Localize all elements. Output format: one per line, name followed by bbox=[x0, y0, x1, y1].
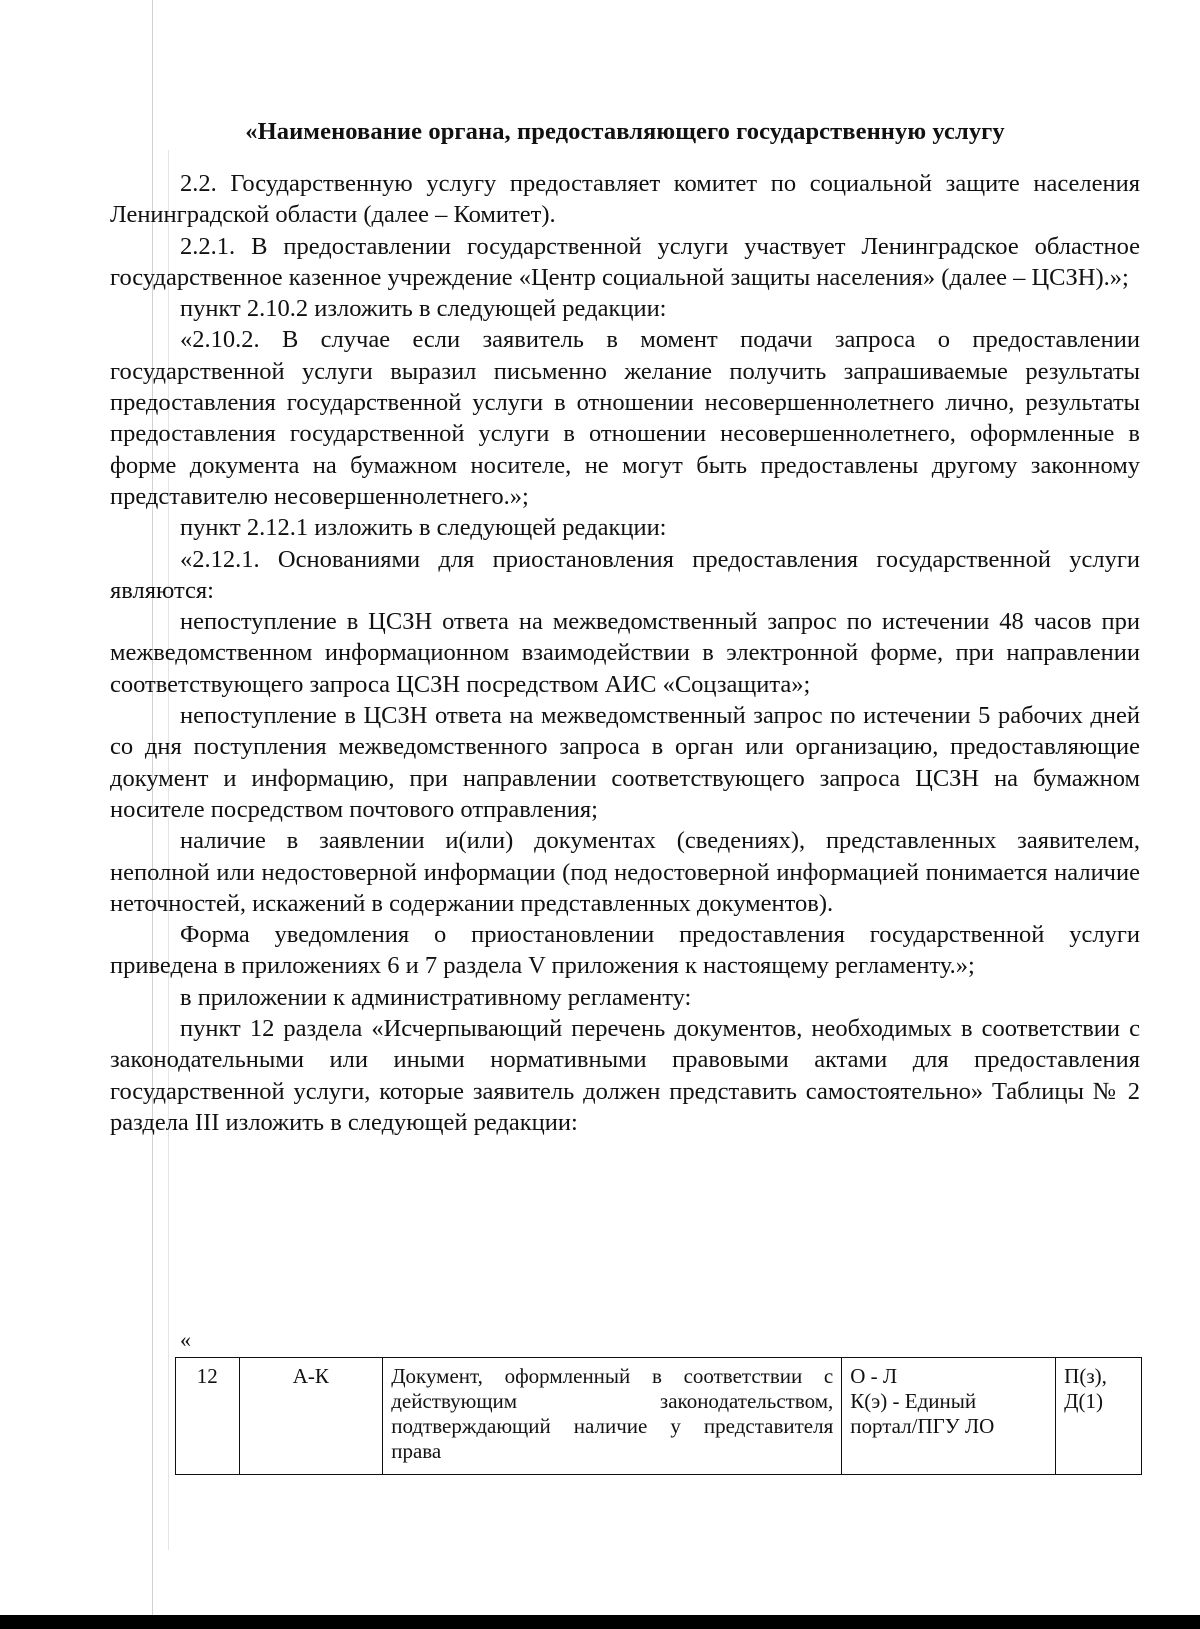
paragraph: непоступление в ЦСЗН ответа на межведомственный запрос по истечении 5 рабочих дней со дня поступления межведомственного запроса в орган или организацию, предоставляющие документ и информацию, при направлении соответствующего запроса ЦСЗН на бумажном носителе посредством почтового отправления; bbox=[110, 702, 1140, 823]
paragraph: 2.2.1. В предоставлении государственной услуги участвует Ленинградское областное государственное казенное учреждение «Центр социальной защиты населения» (далее – ЦСЗН).»; bbox=[110, 232, 1140, 291]
opening-quote-mark: « bbox=[180, 1327, 191, 1352]
source-line: О - Л bbox=[850, 1364, 898, 1388]
table-row bbox=[176, 1358, 1142, 1475]
paragraph: пункт 12 раздела «Исчерпывающий перечень документов, необходимых в соответствии с законодательными или иными нормативными правовыми актами для предоставления государственной услуги, которые заявитель должен представить самостоятельно» Таблицы № 2 раздела III изложить в следующей редакции: bbox=[110, 1015, 1140, 1136]
paragraph: пункт 2.12.1 изложить в следующей редакции: bbox=[180, 514, 667, 542]
documents-table bbox=[175, 1357, 1142, 1475]
paragraph: «2.12.1. Основаниями для приостановления предоставления государственной услуги являются: bbox=[110, 545, 1140, 604]
source-cell bbox=[842, 1358, 1056, 1475]
row-number-cell: 12 bbox=[176, 1358, 240, 1475]
scan-bottom-edge bbox=[0, 1615, 1200, 1629]
source-line: К(э) - Единый портал/ПГУ ЛО bbox=[850, 1389, 995, 1438]
paragraph: непоступление в ЦСЗН ответа на межведомственный запрос по истечении 48 часов при межведомственном информационном взаимодействии в электронной форме, при направлении соответствующего запроса ЦСЗН посредством АИС «Соцзащита»; bbox=[110, 608, 1140, 698]
code-cell: П(з), Д(1) bbox=[1056, 1358, 1142, 1475]
paragraph: «2.10.2. В случае если заявитель в момент подачи запроса о предоставлении государственной услуги выразил письменно желание получить запрашиваемые результаты предоставления государственной услуги в отношении несовершеннолетнего лично, результаты предоставления государственной услуги в отношении несовершеннолетнего, оформленные в форме документа на бумажном носителе, не могут быть предоставлены другому законному представителю несовершеннолетнего.»; bbox=[110, 326, 1140, 510]
document-body bbox=[110, 168, 1140, 1138]
paragraph: в приложении к административному регламенту: bbox=[180, 983, 692, 1011]
paragraph: наличие в заявлении и(или) документах (сведениях), представленных заявителем, неполной или недостоверной информации (под недостоверной информацией понимается наличие неточностей, искажений в содержании представленных документов). bbox=[110, 827, 1140, 917]
category-cell: А-К bbox=[239, 1358, 383, 1475]
section-heading: «Наименование органа, предоставляющего государственную услугу bbox=[245, 118, 1005, 145]
document-description-cell: Документ, оформленный в соответствии с действующим законодательством, подтверждающий наличие у представителя права bbox=[383, 1358, 842, 1475]
paragraph: Форма уведомления о приостановлении предоставления государственной услуги приведена в приложениях 6 и 7 раздела V приложения к настоящему регламенту.»; bbox=[110, 921, 1140, 980]
paragraph: пункт 2.10.2 изложить в следующей редакции: bbox=[180, 295, 667, 323]
paragraph: 2.2. Государственную услугу предоставляет комитет по социальной защите населения Ленинградской области (далее – Комитет). bbox=[110, 170, 1140, 229]
